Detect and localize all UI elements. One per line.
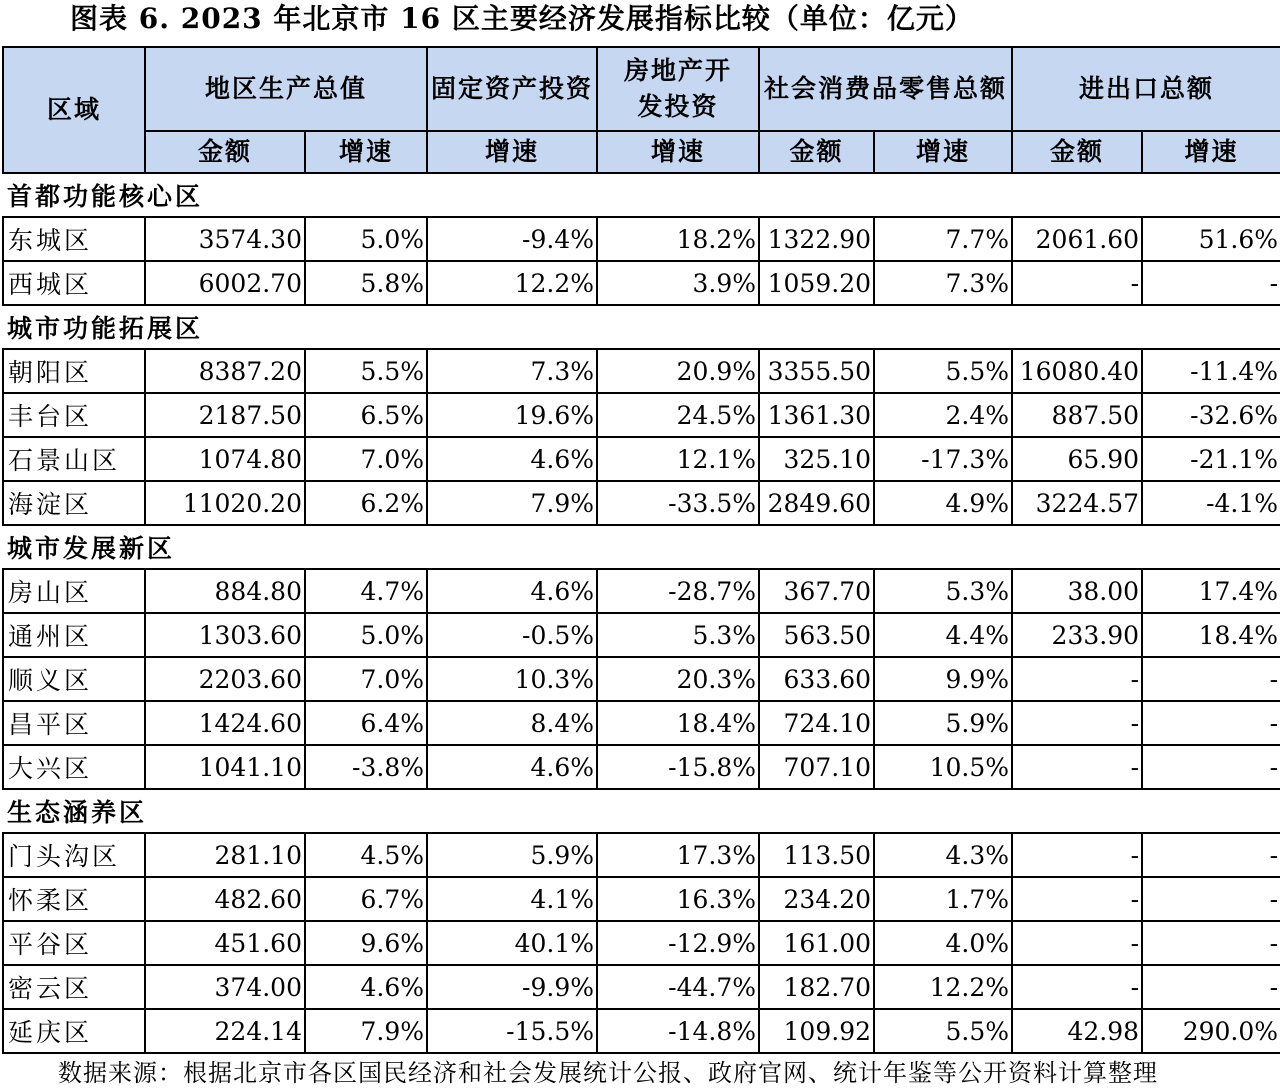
table-row xyxy=(3,349,1280,393)
cell-re-g: 5.3% xyxy=(597,613,759,657)
cell-gdp: 1424.60 xyxy=(145,701,305,745)
cell-retail-g: 10.5% xyxy=(874,745,1012,789)
cell-gdp: 224.14 xyxy=(145,1009,305,1053)
cell-retail-g: 4.9% xyxy=(874,481,1012,525)
cell-gdp-g: 7.9% xyxy=(305,1009,427,1053)
cell-trade-g: 290.0% xyxy=(1142,1009,1280,1053)
header-trade-amount: 金额 xyxy=(1012,131,1142,173)
cell-retail-g: 5.9% xyxy=(874,701,1012,745)
cell-gdp: 1041.10 xyxy=(145,745,305,789)
header-gdp-growth: 增速 xyxy=(305,131,427,173)
district-name: 海淀区 xyxy=(3,481,145,525)
cell-gdp: 451.60 xyxy=(145,921,305,965)
cell-fai-g: 10.3% xyxy=(427,657,597,701)
cell-gdp: 6002.70 xyxy=(145,261,305,305)
district-name: 房山区 xyxy=(3,569,145,613)
cell-re-g: -15.8% xyxy=(597,745,759,789)
table-row xyxy=(3,657,1280,701)
cell-retail: 234.20 xyxy=(759,877,874,921)
group-label: 首都功能核心区 xyxy=(3,173,1280,217)
cell-trade: 887.50 xyxy=(1012,393,1142,437)
cell-trade: - xyxy=(1012,745,1142,789)
cell-gdp: 3574.30 xyxy=(145,217,305,261)
district-economy-table xyxy=(2,46,1280,1054)
cell-retail: 1361.30 xyxy=(759,393,874,437)
header-real-estate-line1: 房地产开 xyxy=(624,56,733,85)
cell-trade: - xyxy=(1012,261,1142,305)
cell-trade-g: 18.4% xyxy=(1142,613,1280,657)
cell-gdp-g: 5.8% xyxy=(305,261,427,305)
data-source-note: 数据来源：根据北京市各区国民经济和社会发展统计公报、政府官网、统计年鉴等公开资料计算整理 xyxy=(58,1059,1158,1087)
cell-gdp: 482.60 xyxy=(145,877,305,921)
table-row xyxy=(3,481,1280,525)
district-name: 东城区 xyxy=(3,217,145,261)
cell-gdp: 1303.60 xyxy=(145,613,305,657)
cell-trade-g: - xyxy=(1142,877,1280,921)
cell-re-g: -33.5% xyxy=(597,481,759,525)
cell-trade-g: -32.6% xyxy=(1142,393,1280,437)
district-name: 顺义区 xyxy=(3,657,145,701)
header-fixed-asset: 固定资产投资 xyxy=(427,47,597,131)
cell-retail: 3355.50 xyxy=(759,349,874,393)
district-name: 怀柔区 xyxy=(3,877,145,921)
cell-fai-g: 4.6% xyxy=(427,569,597,613)
cell-re-g: 12.1% xyxy=(597,437,759,481)
header-real-estate-growth: 增速 xyxy=(597,131,759,173)
cell-fai-g: 4.6% xyxy=(427,437,597,481)
table-row xyxy=(3,701,1280,745)
cell-fai-g: 4.1% xyxy=(427,877,597,921)
cell-gdp-g: -3.8% xyxy=(305,745,427,789)
table-row xyxy=(3,965,1280,1009)
cell-retail: 1322.90 xyxy=(759,217,874,261)
district-name: 门头沟区 xyxy=(3,833,145,877)
table-row xyxy=(3,921,1280,965)
cell-gdp-g: 4.5% xyxy=(305,833,427,877)
cell-retail: 109.92 xyxy=(759,1009,874,1053)
cell-fai-g: -0.5% xyxy=(427,613,597,657)
cell-fai-g: 40.1% xyxy=(427,921,597,965)
cell-trade: 65.90 xyxy=(1012,437,1142,481)
table-row xyxy=(3,393,1280,437)
cell-fai-g: 12.2% xyxy=(427,261,597,305)
cell-retail-g: 4.0% xyxy=(874,921,1012,965)
cell-retail-g: 7.7% xyxy=(874,217,1012,261)
cell-trade-g: -4.1% xyxy=(1142,481,1280,525)
cell-trade: - xyxy=(1012,657,1142,701)
cell-retail: 633.60 xyxy=(759,657,874,701)
cell-retail: 707.10 xyxy=(759,745,874,789)
cell-retail: 563.50 xyxy=(759,613,874,657)
cell-trade: 233.90 xyxy=(1012,613,1142,657)
cell-trade: 42.98 xyxy=(1012,1009,1142,1053)
cell-retail: 325.10 xyxy=(759,437,874,481)
cell-fai-g: 5.9% xyxy=(427,833,597,877)
cell-fai-g: 4.6% xyxy=(427,745,597,789)
cell-re-g: 24.5% xyxy=(597,393,759,437)
cell-re-g: -28.7% xyxy=(597,569,759,613)
cell-fai-g: -9.4% xyxy=(427,217,597,261)
table-row xyxy=(3,877,1280,921)
table-row xyxy=(3,217,1280,261)
cell-trade: 3224.57 xyxy=(1012,481,1142,525)
header-gdp: 地区生产总值 xyxy=(145,47,427,131)
group-label: 生态涵养区 xyxy=(3,789,1280,833)
cell-trade-g: - xyxy=(1142,965,1280,1009)
header-fixed-asset-growth: 增速 xyxy=(427,131,597,173)
cell-gdp-g: 5.5% xyxy=(305,349,427,393)
cell-gdp-g: 4.6% xyxy=(305,965,427,1009)
district-name: 通州区 xyxy=(3,613,145,657)
group-label: 城市发展新区 xyxy=(3,525,1280,569)
cell-fai-g: -15.5% xyxy=(427,1009,597,1053)
cell-retail: 182.70 xyxy=(759,965,874,1009)
cell-retail: 2849.60 xyxy=(759,481,874,525)
figure-title: 图表 6. 2023 年北京市 16 区主要经济发展指标比较（单位：亿元） xyxy=(70,2,974,35)
cell-trade: - xyxy=(1012,701,1142,745)
cell-trade: - xyxy=(1012,877,1142,921)
cell-gdp: 2203.60 xyxy=(145,657,305,701)
cell-trade: 16080.40 xyxy=(1012,349,1142,393)
header-retail-growth: 增速 xyxy=(874,131,1012,173)
header-retail: 社会消费品零售总额 xyxy=(759,47,1012,131)
table-body xyxy=(3,173,1280,1053)
cell-retail-g: 5.3% xyxy=(874,569,1012,613)
cell-gdp-g: 6.2% xyxy=(305,481,427,525)
cell-gdp: 2187.50 xyxy=(145,393,305,437)
cell-gdp: 1074.80 xyxy=(145,437,305,481)
district-name: 丰台区 xyxy=(3,393,145,437)
district-name: 平谷区 xyxy=(3,921,145,965)
header-real-estate-line2: 发投资 xyxy=(637,92,719,121)
cell-retail: 113.50 xyxy=(759,833,874,877)
cell-re-g: 3.9% xyxy=(597,261,759,305)
cell-trade: - xyxy=(1012,921,1142,965)
cell-retail: 367.70 xyxy=(759,569,874,613)
table-row xyxy=(3,833,1280,877)
group-row xyxy=(3,789,1280,833)
cell-retail: 161.00 xyxy=(759,921,874,965)
header-retail-amount: 金额 xyxy=(759,131,874,173)
cell-gdp-g: 6.4% xyxy=(305,701,427,745)
cell-gdp: 8387.20 xyxy=(145,349,305,393)
cell-fai-g: -9.9% xyxy=(427,965,597,1009)
cell-trade-g: - xyxy=(1142,833,1280,877)
cell-fai-g: 19.6% xyxy=(427,393,597,437)
table-row xyxy=(3,1009,1280,1053)
cell-trade: 2061.60 xyxy=(1012,217,1142,261)
district-name: 密云区 xyxy=(3,965,145,1009)
cell-retail: 724.10 xyxy=(759,701,874,745)
cell-trade: 38.00 xyxy=(1012,569,1142,613)
cell-trade: - xyxy=(1012,833,1142,877)
cell-gdp-g: 5.0% xyxy=(305,613,427,657)
header-trade-growth: 增速 xyxy=(1142,131,1280,173)
district-name: 昌平区 xyxy=(3,701,145,745)
header-trade: 进出口总额 xyxy=(1012,47,1280,131)
cell-fai-g: 7.9% xyxy=(427,481,597,525)
cell-retail-g: 4.4% xyxy=(874,613,1012,657)
cell-gdp: 281.10 xyxy=(145,833,305,877)
district-name: 西城区 xyxy=(3,261,145,305)
cell-re-g: 16.3% xyxy=(597,877,759,921)
district-name: 大兴区 xyxy=(3,745,145,789)
table-row xyxy=(3,261,1280,305)
cell-re-g: 20.9% xyxy=(597,349,759,393)
cell-trade-g: - xyxy=(1142,657,1280,701)
cell-gdp-g: 5.0% xyxy=(305,217,427,261)
cell-retail: 1059.20 xyxy=(759,261,874,305)
header-real-estate xyxy=(597,47,759,131)
cell-trade-g: - xyxy=(1142,701,1280,745)
group-label: 城市功能拓展区 xyxy=(3,305,1280,349)
cell-re-g: 20.3% xyxy=(597,657,759,701)
cell-retail-g: 12.2% xyxy=(874,965,1012,1009)
cell-re-g: -12.9% xyxy=(597,921,759,965)
district-name: 朝阳区 xyxy=(3,349,145,393)
cell-retail-g: -17.3% xyxy=(874,437,1012,481)
cell-retail-g: 1.7% xyxy=(874,877,1012,921)
cell-re-g: 18.2% xyxy=(597,217,759,261)
header-region: 区域 xyxy=(3,47,145,173)
cell-re-g: 18.4% xyxy=(597,701,759,745)
cell-gdp-g: 7.0% xyxy=(305,657,427,701)
table-row xyxy=(3,613,1280,657)
table-row xyxy=(3,745,1280,789)
table-row xyxy=(3,437,1280,481)
cell-gdp-g: 9.6% xyxy=(305,921,427,965)
cell-retail-g: 4.3% xyxy=(874,833,1012,877)
cell-retail-g: 9.9% xyxy=(874,657,1012,701)
table-row xyxy=(3,569,1280,613)
cell-trade-g: -11.4% xyxy=(1142,349,1280,393)
cell-trade-g: - xyxy=(1142,921,1280,965)
cell-retail-g: 5.5% xyxy=(874,349,1012,393)
cell-gdp-g: 4.7% xyxy=(305,569,427,613)
cell-re-g: 17.3% xyxy=(597,833,759,877)
cell-re-g: -14.8% xyxy=(597,1009,759,1053)
district-name: 石景山区 xyxy=(3,437,145,481)
cell-fai-g: 7.3% xyxy=(427,349,597,393)
cell-trade-g: 17.4% xyxy=(1142,569,1280,613)
cell-gdp: 374.00 xyxy=(145,965,305,1009)
cell-re-g: -44.7% xyxy=(597,965,759,1009)
group-row xyxy=(3,525,1280,569)
group-row xyxy=(3,173,1280,217)
cell-gdp-g: 6.5% xyxy=(305,393,427,437)
cell-retail-g: 5.5% xyxy=(874,1009,1012,1053)
cell-gdp: 884.80 xyxy=(145,569,305,613)
header-gdp-amount: 金额 xyxy=(145,131,305,173)
cell-trade: - xyxy=(1012,965,1142,1009)
cell-gdp-g: 7.0% xyxy=(305,437,427,481)
cell-trade-g: 51.6% xyxy=(1142,217,1280,261)
cell-trade-g: -21.1% xyxy=(1142,437,1280,481)
group-row xyxy=(3,305,1280,349)
cell-fai-g: 8.4% xyxy=(427,701,597,745)
cell-trade-g: - xyxy=(1142,261,1280,305)
cell-gdp: 11020.20 xyxy=(145,481,305,525)
cell-retail-g: 7.3% xyxy=(874,261,1012,305)
table-header xyxy=(3,47,1280,173)
cell-trade-g: - xyxy=(1142,745,1280,789)
district-name: 延庆区 xyxy=(3,1009,145,1053)
cell-retail-g: 2.4% xyxy=(874,393,1012,437)
cell-gdp-g: 6.7% xyxy=(305,877,427,921)
